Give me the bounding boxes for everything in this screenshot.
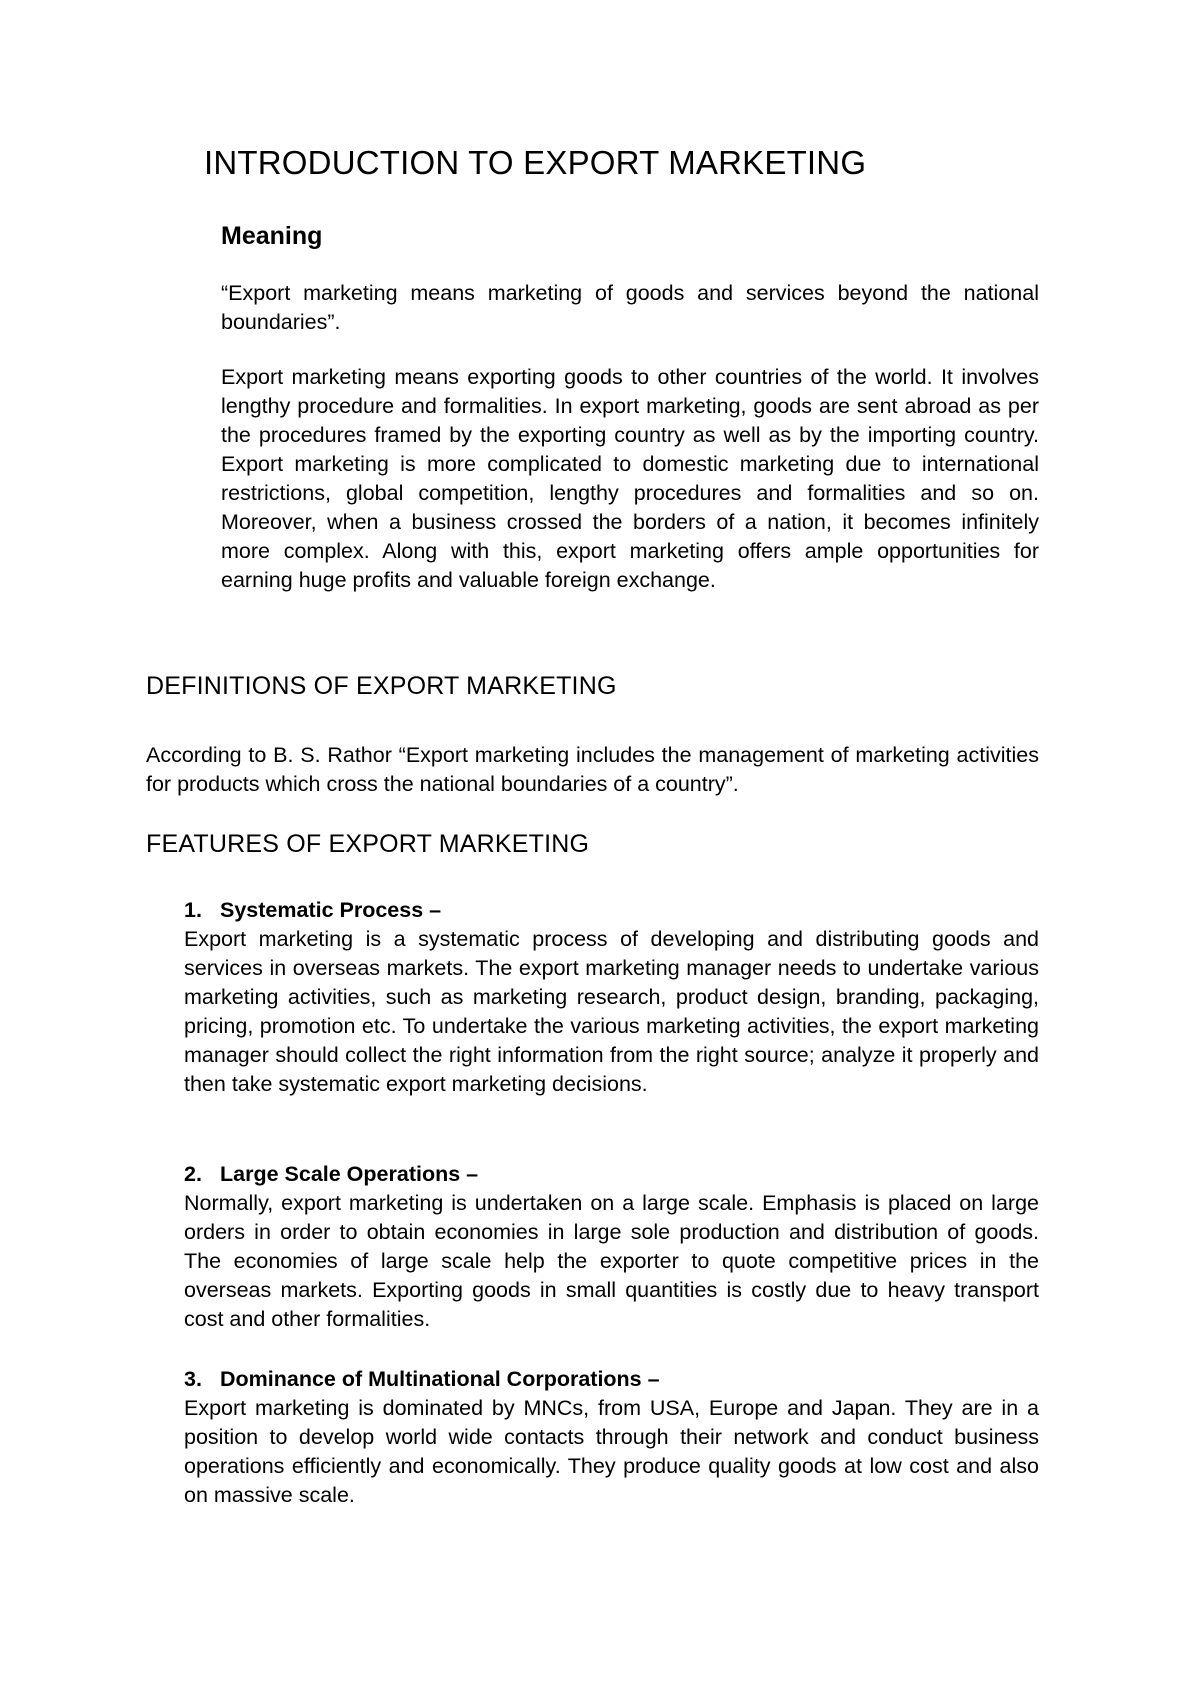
meaning-body: Export marketing means exporting goods to other countries of the world. It involves lengthy procedure and formalities. In export marketing, goods are sent abroad as per the procedures framed by the exporting country as well as by the importing country. Export marketing is more complicated to domestic marketing due to international restrictions, global competition, lengthy procedures and formalities and so on. Moreover, when a business crossed the borders of a nation, it becomes infinitely more complex. Along with this, export marketing offers ample opportunities for earning huge profits and valuable foreign exchange.: [221, 365, 1039, 592]
feature-number: 3.: [184, 1367, 202, 1391]
feature-title-text: Dominance of Multinational Corporations –: [220, 1367, 660, 1391]
feature-title: [184, 1160, 1039, 1189]
meaning-heading: Meaning: [221, 222, 323, 250]
features-heading: FEATURES OF EXPORT MARKETING: [146, 830, 590, 858]
feature-title-text: Systematic Process –: [220, 898, 442, 922]
feature-item-large-scale-operations: [184, 1160, 1039, 1334]
feature-number: 2.: [184, 1162, 202, 1186]
meaning-section: [221, 222, 1039, 595]
meaning-quote: “Export marketing means marketing of goods and services beyond the national boundaries”.: [221, 281, 1039, 334]
definitions-heading: DEFINITIONS OF EXPORT MARKETING: [146, 672, 617, 700]
feature-item-dominance-of-mncs: [184, 1365, 1039, 1510]
page-title: INTRODUCTION TO EXPORT MARKETING: [204, 144, 867, 181]
feature-title-text: Large Scale Operations –: [220, 1162, 479, 1186]
feature-title: [184, 896, 1039, 925]
feature-body: Normally, export marketing is undertaken on a large scale. Emphasis is placed on large orders in order to obtain economies in large sole production and distribution of goods. The economies of large scale help the exporter to quote competitive prices in the overseas markets. Exporting goods in small quantities is costly due to heavy transport cost and other formalities.: [184, 1191, 1039, 1331]
definitions-section: [146, 672, 1039, 799]
feature-body: Export marketing is a systematic process of developing and distributing goods and services in overseas markets. The export marketing manager needs to undertake various marketing activities, such as marketing research, product design, branding, packaging, pricing, promotion etc. To undertake the various marketing activities, the export marketing manager should collect the right information from the right source; analyze it properly and then take systematic export marketing decisions.: [184, 927, 1039, 1096]
feature-title: [184, 1365, 1039, 1394]
feature-body: Export marketing is dominated by MNCs, from USA, Europe and Japan. They are in a position to develop world wide contacts through their network and conduct business operations efficiently and economically. They produce quality goods at low cost and also on massive scale.: [184, 1396, 1039, 1507]
feature-number: 1.: [184, 898, 202, 922]
feature-item-systematic-process: [184, 896, 1039, 1099]
definitions-text: According to B. S. Rathor “Export marketing includes the management of marketing activities for products which cross the national boundaries of a country”.: [146, 743, 1039, 796]
